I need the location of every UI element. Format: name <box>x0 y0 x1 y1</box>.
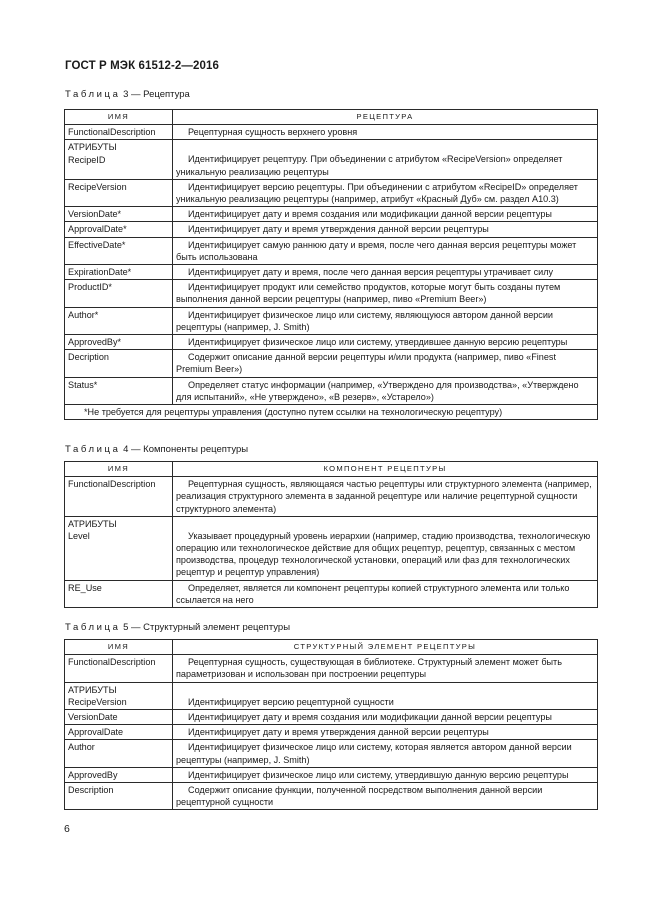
row-description: Рецептурная сущность, существующая в библиотеке. Структурный элемент может быть параметризован и использован при построении рецептуры <box>173 655 598 682</box>
row-name <box>65 682 173 709</box>
table-row <box>65 655 598 682</box>
table-3 <box>64 109 598 420</box>
table-4 <box>64 461 598 608</box>
table-row <box>65 125 598 140</box>
column-header-description: КОМПОНЕНТ РЕЦЕПТУРЫ <box>173 462 598 477</box>
table-row <box>65 783 598 810</box>
row-description: Идентифицирует самую раннюю дату и время, после чего данная версия рецептуры может быть использована <box>173 237 598 264</box>
table-row <box>65 280 598 307</box>
row-name: ExpirationDate* <box>65 265 173 280</box>
column-header-name: ИМЯ <box>65 640 173 655</box>
caption-separator: — <box>131 622 141 633</box>
table-row <box>65 335 598 350</box>
document-header: ГОСТ Р МЭК 61512-2—2016 <box>65 60 219 72</box>
column-header-description: СТРУКТУРНЫЙ ЭЛЕМЕНТ РЕЦЕПТУРЫ <box>173 640 598 655</box>
table-note-row <box>65 405 598 420</box>
table-row <box>65 740 598 767</box>
row-description: Идентифицирует дату и время утверждения данной версии рецептуры <box>173 725 598 740</box>
row-description: Идентифицирует дату и время, после чего данная версия рецептуры утрачивает силу <box>173 265 598 280</box>
column-header-description: РЕЦЕПТУРА <box>173 110 598 125</box>
row-name: Author <box>65 740 173 767</box>
table-header-row <box>65 462 598 477</box>
table-row <box>65 682 598 709</box>
row-name: ApprovedBy <box>65 767 173 782</box>
attribute-name: RecipeID <box>68 154 106 165</box>
table-row <box>65 140 598 179</box>
column-header-name: ИМЯ <box>65 110 173 125</box>
row-name: FunctionalDescription <box>65 477 173 517</box>
row-name: FunctionalDescription <box>65 655 173 682</box>
caption-prefix: Таблица <box>65 89 121 100</box>
table-5-caption <box>65 622 290 633</box>
table-row <box>65 710 598 725</box>
row-description: Содержит описание функции, полученной посредством выполнения данной версии рецептурной сущности <box>173 783 598 810</box>
attribute-name: Level <box>68 531 90 542</box>
row-name: RE_Use <box>65 580 173 607</box>
row-name: ApprovedBy* <box>65 335 173 350</box>
row-name: EffectiveDate* <box>65 237 173 264</box>
table-row <box>65 307 598 334</box>
row-name: Description <box>65 783 173 810</box>
table-row <box>65 237 598 264</box>
row-name: Decription <box>65 350 173 377</box>
table-row <box>65 767 598 782</box>
row-description: Содержит описание данной версии рецептуры и/или продукта (например, пиво «Finest Premium Beer») <box>173 350 598 377</box>
column-header-name: ИМЯ <box>65 462 173 477</box>
row-description: Идентифицирует дату и время создания или модификации данной версии рецептуры <box>173 207 598 222</box>
caption-number: 4 <box>123 444 129 455</box>
row-description: Определяет, является ли компонент рецептуры копией структурного элемента или только ссылается на него <box>173 580 598 607</box>
row-name: VersionDate* <box>65 207 173 222</box>
table-row <box>65 350 598 377</box>
caption-number: 3 <box>123 89 129 100</box>
table-header-row <box>65 640 598 655</box>
row-description: Идентифицирует дату и время создания или модификации данной версии рецептуры <box>173 710 598 725</box>
attribute-name: RecipeVersion <box>68 696 127 707</box>
table-row <box>65 580 598 607</box>
row-description: Идентифицирует версию рецептурной сущности <box>173 682 598 709</box>
caption-separator: — <box>131 444 141 455</box>
row-name: ApprovalDate* <box>65 222 173 237</box>
table-row <box>65 516 598 580</box>
attributes-label: АТРИБУТЫ <box>68 684 117 695</box>
row-description: Идентифицирует физическое лицо или систему, утвердившую данную версию рецептуры <box>173 767 598 782</box>
caption-title: Структурный элемент рецептуры <box>143 622 291 633</box>
row-description: Указывает процедурный уровень иерархии (например, стадию производства, технологическую операцию или технологическое действие для общих рецептур, рецептур, связанных с местом производства, процедур технологической установки, операций или фаз для технологических рецептур и рецептур управления) <box>173 516 598 580</box>
table-row <box>65 207 598 222</box>
row-name: ApprovalDate <box>65 725 173 740</box>
row-description: Идентифицирует физическое лицо или систему, утвердившее данную версию рецептуры <box>173 335 598 350</box>
row-name: Author* <box>65 307 173 334</box>
row-name: Status* <box>65 377 173 404</box>
row-description: Идентифицирует версию рецептуры. При объединении с атрибутом «RecipeID» определяет уникальную реализацию рецептуры (например, атрибут «Красный Дуб» см. раздел A10.3) <box>173 179 598 206</box>
row-description: Идентифицирует физическое лицо или систему, которая является автором данной версии рецептуры (например, J. Smith) <box>173 740 598 767</box>
row-name: ProductID* <box>65 280 173 307</box>
table-4-caption <box>65 444 248 455</box>
row-name: FunctionalDescription <box>65 125 173 140</box>
caption-title: Рецептура <box>143 89 190 100</box>
caption-prefix: Таблица <box>65 622 121 633</box>
table-row <box>65 179 598 206</box>
table-row <box>65 477 598 517</box>
table-5 <box>64 639 598 810</box>
row-description: Идентифицирует рецептуру. При объединении с атрибутом «RecipeVersion» определяет уникальную реализацию рецептуры <box>173 140 598 179</box>
table-row <box>65 725 598 740</box>
attributes-label: АТРИБУТЫ <box>68 142 117 153</box>
row-name: VersionDate <box>65 710 173 725</box>
row-name: RecipeVersion <box>65 179 173 206</box>
caption-number: 5 <box>123 622 129 633</box>
page-number: 6 <box>64 823 70 835</box>
table-header-row <box>65 110 598 125</box>
row-description: Идентифицирует дату и время утверждения данной версии рецептуры <box>173 222 598 237</box>
row-description: Рецептурная сущность, являющаяся частью рецептуры или структурного элемента (например, реализация структурного элемента в заданной рецептуре или наличие рецептурной сущности структурного элемента) <box>173 477 598 517</box>
caption-title: Компоненты рецептуры <box>143 444 249 455</box>
table-3-caption <box>65 89 190 100</box>
table-row <box>65 265 598 280</box>
table-note: *Не требуется для рецептуры управления (доступно путем ссылки на технологическую рецептуру) <box>65 405 598 420</box>
table-row <box>65 377 598 404</box>
row-name <box>65 516 173 580</box>
caption-prefix: Таблица <box>65 444 121 455</box>
caption-separator: — <box>131 89 141 100</box>
table-row <box>65 222 598 237</box>
row-description: Определяет статус информации (например, «Утверждено для производства», «Утверждено для испытаний», «Не утверждено», «В резерв», «Устарело») <box>173 377 598 404</box>
row-description: Идентифицирует физическое лицо или систему, являющуюся автором данной версии рецептуры (например, J. Smith) <box>173 307 598 334</box>
row-description: Рецептурная сущность верхнего уровня <box>173 125 598 140</box>
row-description: Идентифицирует продукт или семейство продуктов, которые могут быть созданы путем выполнения данной версии рецептуры (например, пиво «Premium Beer») <box>173 280 598 307</box>
attributes-label: АТРИБУТЫ <box>68 518 117 529</box>
row-name <box>65 140 173 179</box>
